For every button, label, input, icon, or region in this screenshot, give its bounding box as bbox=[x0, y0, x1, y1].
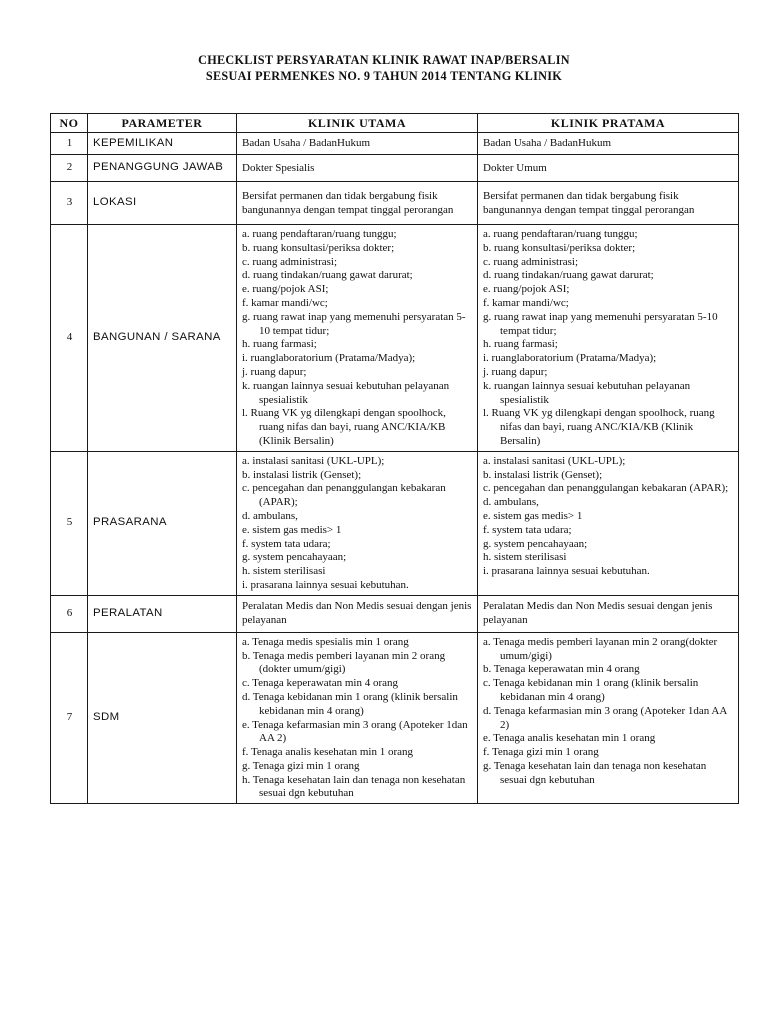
requirement-list bbox=[483, 455, 734, 579]
list-item: d. Tenaga kebidanan min 1 orang (klinik bersalin kebidanan min 4 orang) bbox=[242, 690, 458, 717]
requirement-text: Dokter Umum bbox=[483, 161, 547, 174]
requirement-utama bbox=[237, 595, 478, 632]
list-item: b. ruang konsultasi/periksa dokter; bbox=[242, 241, 395, 254]
list-item: f. Tenaga analis kesehatan min 1 orang bbox=[242, 746, 413, 759]
list-item: i. ruanglaboratorium (Pratama/Madya); bbox=[242, 352, 416, 365]
list-item: h. Tenaga kesehatan lain dan tenaga non kesehatan sesuai dgn kebutuhan bbox=[242, 773, 466, 800]
row-parameter: PENANGGUNG JAWAB bbox=[88, 155, 237, 182]
requirement-list bbox=[242, 455, 473, 593]
requirement-text: Dokter Spesialis bbox=[242, 161, 315, 174]
list-item: l. Ruang VK yg dilengkapi dengan spoolhock, ruang nifas dan bayi, ruang ANC/KIA/KB (Klinik Bersalin) bbox=[242, 407, 446, 447]
list-item: i. prasarana lainnya sesuai kebutuhan. bbox=[242, 578, 409, 591]
row-number: 7 bbox=[51, 632, 88, 804]
list-item: f. kamar mandi/wc; bbox=[483, 296, 569, 309]
title-line-2: SESUAI PERMENKES NO. 9 TAHUN 2014 TENTANG KLINIK bbox=[205, 69, 563, 83]
list-item: f. kamar mandi/wc; bbox=[242, 296, 328, 309]
list-item: g. system pencahayaan; bbox=[242, 551, 347, 564]
requirement-pratama bbox=[478, 632, 739, 804]
list-item: d. ambulans, bbox=[242, 509, 298, 522]
list-item: a. ruang pendaftaran/ruang tunggu; bbox=[483, 228, 638, 240]
list-item: h. ruang farmasi; bbox=[483, 338, 558, 351]
requirement-pratama bbox=[478, 451, 739, 595]
list-item: b. instalasi listrik (Genset); bbox=[483, 468, 603, 481]
requirement-list bbox=[242, 228, 473, 449]
table-body bbox=[51, 133, 739, 804]
row-number: 4 bbox=[51, 225, 88, 452]
list-item: j. ruang dapur; bbox=[483, 365, 548, 378]
row-number: 3 bbox=[51, 182, 88, 225]
table-header-row bbox=[51, 114, 739, 133]
list-item: f. system tata udara; bbox=[242, 537, 331, 550]
row-parameter: KEPEMILIKAN bbox=[88, 133, 237, 155]
list-item: f. system tata udara; bbox=[483, 523, 572, 536]
list-item: b. instalasi listrik (Genset); bbox=[242, 468, 362, 481]
requirement-text: Bersifat permanen dan tidak bergabung fisik bangunannya dengan tempat tinggal perorangan bbox=[483, 189, 695, 216]
row-number: 2 bbox=[51, 155, 88, 182]
list-item: i. prasarana lainnya sesuai kebutuhan. bbox=[483, 565, 650, 578]
header-klinik-utama: KLINIK UTAMA bbox=[237, 114, 478, 133]
list-item: g. Tenaga kesehatan lain dan tenaga non kesehatan sesuai dgn kebutuhan bbox=[483, 759, 707, 786]
list-item: k. ruangan lainnya sesuai kebutuhan pelayanan spesialistik bbox=[483, 379, 691, 406]
list-item: d. ruang tindakan/ruang gawat darurat; bbox=[483, 269, 654, 282]
row-parameter: LOKASI bbox=[88, 182, 237, 225]
row-parameter: BANGUNAN / SARANA bbox=[88, 225, 237, 452]
table-row bbox=[51, 155, 739, 182]
table-row bbox=[51, 632, 739, 804]
list-item: e. ruang/pojok ASI; bbox=[483, 283, 570, 296]
requirement-pratama bbox=[478, 155, 739, 182]
requirement-pratama bbox=[478, 182, 739, 225]
list-item: b. Tenaga keperawatan min 4 orang bbox=[483, 663, 640, 676]
row-parameter: PERALATAN bbox=[88, 595, 237, 632]
table-row bbox=[51, 451, 739, 595]
list-item: b. Tenaga medis pemberi layanan min 2 orang (dokter umum/gigi) bbox=[242, 649, 446, 676]
list-item: c. Tenaga keperawatan min 4 orang bbox=[242, 677, 399, 690]
requirement-utama bbox=[237, 225, 478, 452]
checklist-table bbox=[50, 113, 739, 804]
header-klinik-pratama: KLINIK PRATAMA bbox=[478, 114, 739, 133]
header-parameter: PARAMETER bbox=[88, 114, 237, 133]
requirement-list bbox=[242, 636, 473, 802]
requirement-utama bbox=[237, 133, 478, 155]
requirement-utama bbox=[237, 182, 478, 225]
list-item: f. Tenaga gizi min 1 orang bbox=[483, 746, 599, 759]
list-item: h. sistem sterilisasi bbox=[242, 565, 326, 578]
requirement-text: Peralatan Medis dan Non Medis sesuai dengan jenis pelayanan bbox=[242, 600, 472, 627]
list-item: e. ruang/pojok ASI; bbox=[242, 283, 329, 296]
list-item: h. sistem sterilisasi bbox=[483, 551, 567, 564]
list-item: c. pencegahan dan penanggulangan kebakaran (APAR); bbox=[242, 482, 446, 509]
table-row bbox=[51, 225, 739, 452]
list-item: c. pencegahan dan penanggulangan kebakaran (APAR); bbox=[483, 482, 729, 495]
requirement-list bbox=[483, 636, 734, 788]
list-item: h. ruang farmasi; bbox=[242, 338, 317, 351]
document-title bbox=[0, 52, 768, 84]
list-item: k. ruangan lainnya sesuai kebutuhan pelayanan spesialistik bbox=[242, 379, 450, 406]
list-item: g. ruang rawat inap yang memenuhi persyaratan 5-10 tempat tidur; bbox=[483, 310, 718, 337]
requirement-utama bbox=[237, 451, 478, 595]
row-parameter: PRASARANA bbox=[88, 451, 237, 595]
row-number: 5 bbox=[51, 451, 88, 595]
title-line-1: CHECKLIST PERSYARATAN KLINIK RAWAT INAP/BERSALIN bbox=[198, 53, 570, 67]
list-item: e. sistem gas medis> 1 bbox=[242, 523, 342, 536]
list-item: g. system pencahayaan; bbox=[483, 537, 588, 550]
table-row bbox=[51, 595, 739, 632]
table-row bbox=[51, 182, 739, 225]
list-item: d. Tenaga kefarmasian min 3 orang (Apoteker 1dan AA 2) bbox=[483, 704, 727, 731]
list-item: l. Ruang VK yg dilengkapi dengan spoolhock, ruang nifas dan bayi, ruang ANC/KIA/KB (Klinik Bersalin) bbox=[483, 407, 715, 447]
list-item: e. sistem gas medis> 1 bbox=[483, 509, 583, 522]
requirement-pratama bbox=[478, 225, 739, 452]
list-item: a. Tenaga medis spesialis min 1 orang bbox=[242, 635, 409, 648]
table-row bbox=[51, 133, 739, 155]
list-item: g. Tenaga gizi min 1 orang bbox=[242, 759, 360, 772]
list-item: a. instalasi sanitasi (UKL-UPL); bbox=[483, 454, 626, 467]
requirement-text: Peralatan Medis dan Non Medis sesuai dengan jenis pelayanan bbox=[483, 600, 713, 627]
list-item: c. ruang administrasi; bbox=[483, 255, 579, 268]
row-parameter: SDM bbox=[88, 632, 237, 804]
requirement-text: Badan Usaha / BadanHukum bbox=[483, 137, 611, 150]
list-item: e. Tenaga kefarmasian min 3 orang (Apoteker 1dan AA 2) bbox=[242, 718, 468, 745]
requirement-utama bbox=[237, 155, 478, 182]
requirement-pratama bbox=[478, 133, 739, 155]
list-item: c. Tenaga kebidanan min 1 orang (klinik bersalin kebidanan min 4 orang) bbox=[483, 677, 699, 703]
requirement-pratama bbox=[478, 595, 739, 632]
list-item: g. ruang rawat inap yang memenuhi persyaratan 5-10 tempat tidur; bbox=[242, 310, 466, 337]
requirement-text: Bersifat permanen dan tidak bergabung fisik bangunannya dengan tempat tinggal perorangan bbox=[242, 189, 454, 216]
requirement-list bbox=[483, 228, 734, 449]
list-item: j. ruang dapur; bbox=[242, 365, 307, 378]
header-no: NO bbox=[51, 114, 88, 133]
row-number: 6 bbox=[51, 595, 88, 632]
list-item: e. Tenaga analis kesehatan min 1 orang bbox=[483, 732, 656, 745]
row-number: 1 bbox=[51, 133, 88, 155]
list-item: a. ruang pendaftaran/ruang tunggu; bbox=[242, 228, 397, 240]
list-item: b. ruang konsultasi/periksa dokter; bbox=[483, 241, 636, 254]
list-item: d. ambulans, bbox=[483, 496, 539, 509]
list-item: a. Tenaga medis pemberi layanan min 2 orang(dokter umum/gigi) bbox=[483, 635, 718, 662]
requirement-text: Badan Usaha / BadanHukum bbox=[242, 137, 370, 150]
list-item: a. instalasi sanitasi (UKL-UPL); bbox=[242, 454, 385, 467]
list-item: d. ruang tindakan/ruang gawat darurat; bbox=[242, 269, 413, 282]
list-item: c. ruang administrasi; bbox=[242, 255, 338, 268]
list-item: i. ruanglaboratorium (Pratama/Madya); bbox=[483, 352, 657, 365]
requirement-utama bbox=[237, 632, 478, 804]
